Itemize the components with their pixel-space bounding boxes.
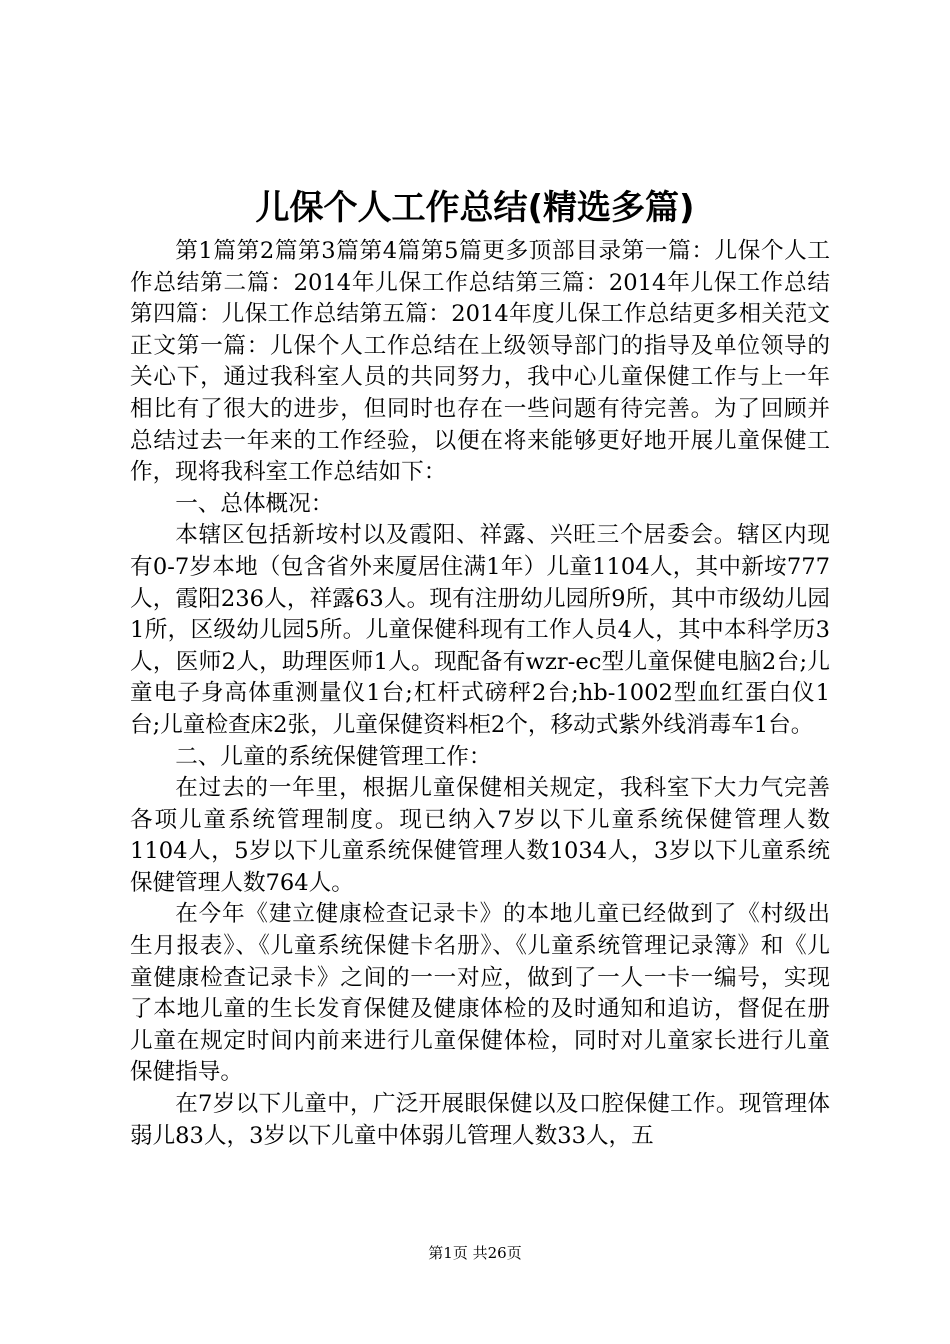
page-footer: 第1页 共26页 (428, 1244, 522, 1262)
document-title: 儿保个人工作总结(精选多篇) (255, 188, 695, 228)
paragraph-system-management: 在过去的一年里，根据儿童保健相关规定，我科室下大力气完善各项儿童系统管理制度。现已纳入7岁以下儿童系统保健管理人数1104人，5岁以下儿童系统保健管理人数1034人，3岁以下儿童系统保健管理人数764人。 (130, 775, 830, 896)
paragraph-intro: 第1篇第2篇第3篇第4篇第5篇更多顶部目录第一篇：儿保个人工作总结第二篇：2014年儿保工作总结第三篇：2014年儿保工作总结第四篇：儿保工作总结第五篇：2014年度儿保工作总结更多相关范文正文第一篇：儿保个人工作总结在上级领导部门的指导及单位领导的关心下，通过我科室人员的共同努力，我中心儿童保健工作与上一年相比有了很大的进步，但同时也存在一些问题有待完善。为了回顾并总结过去一年来的工作经验，以便在将来能够更好地开展儿童保健工作，现将我科室工作总结如下： (130, 238, 830, 486)
heading-overview: 一、总体概况： (175, 490, 334, 517)
paragraph-eye-dental-care: 在7岁以下儿童中，广泛开展眼保健以及口腔保健工作。现管理体弱儿83人，3岁以下儿童中体弱儿管理人数33人，五 (130, 1091, 830, 1149)
paragraph-overview: 本辖区包括新垵村以及霞阳、祥露、兴旺三个居委会。辖区内现有0-7岁本地（包含省外来厦居住满1年）儿童1104人，其中新垵777人，霞阳236人，祥露63人。现有注册幼儿园所9所，其中市级幼儿园1所，区级幼儿园5所。儿童保健科现有工作人员4人，其中本科学历3人，医师2人，助理医师1人。现配备有wzr-ec型儿童保健电脑2台;儿童电子身高体重测量仪1台;杠杆式磅秤2台;hb-1002型血红蛋白仪1台;儿童检查床2张，儿童保健资料柜2个，移动式紫外线消毒车1台。 (130, 522, 830, 738)
heading-system-management: 二、儿童的系统保健管理工作： (175, 743, 492, 770)
paragraph-health-records: 在今年《建立健康检查记录卡》的本地儿童已经做到了《村级出生月报表》、《儿童系统保健卡名册》、《儿童系统管理记录簿》和《儿童健康检查记录卡》之间的一一对应，做到了一人一卡一编号，实现了本地儿童的生长发育保健及健康体检的及时通知和追访，督促在册儿童在规定时间内前来进行儿童保健体检，同时对儿童家长进行儿童保健指导。 (130, 901, 830, 1086)
document-body (130, 236, 830, 1152)
